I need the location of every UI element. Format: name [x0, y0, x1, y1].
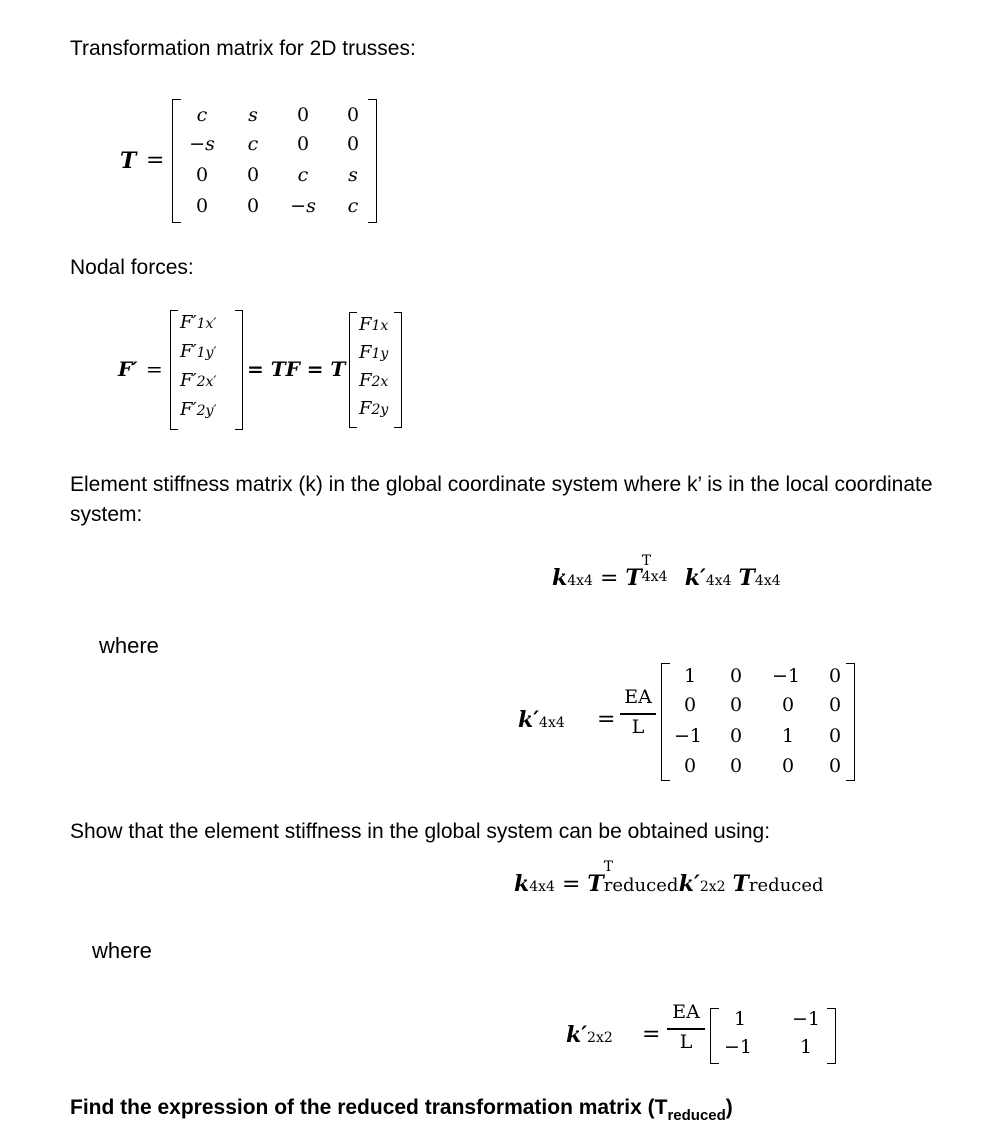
kp4-cell: 0: [828, 694, 842, 716]
kp2-frac-line: [667, 1028, 705, 1030]
T-cell: c: [247, 133, 259, 155]
kp4-cell: 0: [828, 755, 842, 777]
kp4-cell: 0: [729, 755, 743, 777]
F-entry: F: [359, 342, 372, 363]
TF-expression: = TF = T: [247, 357, 346, 381]
kp2-cell: −1: [791, 1008, 820, 1030]
kp4-cell: 0: [781, 694, 795, 716]
T-cell: s: [248, 104, 258, 126]
heading-stiffness-line2: system:: [70, 503, 143, 526]
kp2-right-bracket: [827, 1008, 836, 1064]
F-sub: 1y: [371, 346, 389, 362]
T-cell: 0: [246, 195, 260, 217]
find-question: Find the expression of the reduced transformation matrix $(T_{reduced})$: [70, 1096, 733, 1124]
Fprime-label: F′: [118, 357, 138, 381]
kp4-cell: 1: [781, 725, 795, 747]
kp4-cell: 0: [683, 694, 697, 716]
T-cell: 0: [346, 133, 360, 155]
T-cell: c: [196, 104, 208, 126]
F-right-bracket: [394, 312, 402, 428]
Fprime-equals: =: [146, 357, 163, 381]
T-cell: 0: [195, 164, 209, 186]
Fprime-entry: F′: [180, 370, 197, 391]
kp4-cell: 1: [683, 665, 697, 687]
T-cell: s: [348, 164, 358, 186]
T-cell: c: [297, 164, 309, 186]
kp4-cell: 0: [729, 725, 743, 747]
where-1: where: [99, 633, 159, 658]
Fprime-sub: 2x′: [196, 374, 217, 390]
F-sub: 2y: [371, 402, 389, 418]
T-cell: −s: [290, 195, 316, 217]
kp4-cell: −1: [673, 725, 702, 747]
kp4-frac-numerator: EA: [624, 686, 652, 708]
F-entry: F: [359, 370, 372, 391]
T-matrix-left-bracket: [172, 99, 181, 223]
kp4-frac-line: [620, 713, 656, 715]
F-entry: F: [359, 398, 372, 419]
Fprime-entry: F′: [180, 312, 197, 333]
T-cell: 0: [195, 195, 209, 217]
kp4-cell: −1: [771, 665, 800, 687]
kp4-cell: 0: [828, 665, 842, 687]
heading-stiffness-line1: Element stiffness matrix (k) in the global coordinate system where k’ is in the local coordinate: [70, 473, 933, 496]
Fprime-left-bracket: [170, 310, 178, 430]
Fprime-sub: 1x′: [196, 316, 217, 332]
T-cell: 0: [246, 164, 260, 186]
kp4-cell: 0: [683, 755, 697, 777]
T-label: T: [120, 148, 137, 174]
T-cell: 0: [296, 133, 310, 155]
F-sub: 2x: [371, 374, 389, 390]
F-entry: F: [359, 314, 372, 335]
F-sub: 1x: [371, 318, 389, 334]
Fprime-entry: F′: [180, 341, 197, 362]
heading-transformation: Transformation matrix for 2D trusses:: [70, 37, 416, 60]
Fprime-sub: 1y′: [196, 345, 217, 361]
show-text: Show that the element stiffness in the global system can be obtained using:: [70, 820, 771, 843]
kp4-frac-denominator: L: [631, 716, 645, 738]
where-2: where: [92, 938, 152, 963]
T-cell: c: [347, 195, 359, 217]
Fprime-right-bracket: [235, 310, 243, 430]
Fprime-entry: F′: [180, 399, 197, 420]
equation-2: k4x4 = T T reduced k′2x2 Treduced: [514, 859, 824, 897]
kp2-cell: 1: [799, 1036, 813, 1058]
heading-nodal-forces: Nodal forces:: [70, 256, 194, 279]
F-left-bracket: [349, 312, 357, 428]
equation-1: k4x4 = T T 4x4 k′4x4 T4x4: [552, 553, 781, 591]
kp2-frac-denominator: L: [679, 1031, 693, 1053]
kp4-cell: 0: [729, 665, 743, 687]
kp4-equals: =: [597, 707, 616, 732]
kp4-left-bracket: [661, 663, 670, 781]
kp4-cell: 0: [828, 725, 842, 747]
kp4-cell: 0: [781, 755, 795, 777]
kp2-label: k′2x2: [566, 1022, 613, 1048]
kp2-equals: =: [642, 1022, 661, 1047]
kp4-cell: 0: [729, 694, 743, 716]
kp4-label: k′4x4: [518, 707, 565, 733]
kp2-cell: −1: [723, 1036, 752, 1058]
T-cell: −s: [189, 133, 215, 155]
T-equals: =: [146, 148, 165, 173]
kp2-cell: 1: [733, 1008, 747, 1030]
T-cell: 0: [296, 104, 310, 126]
T-cell: 0: [346, 104, 360, 126]
kp2-frac-numerator: EA: [672, 1001, 700, 1023]
Fprime-sub: 2y′: [196, 403, 217, 419]
